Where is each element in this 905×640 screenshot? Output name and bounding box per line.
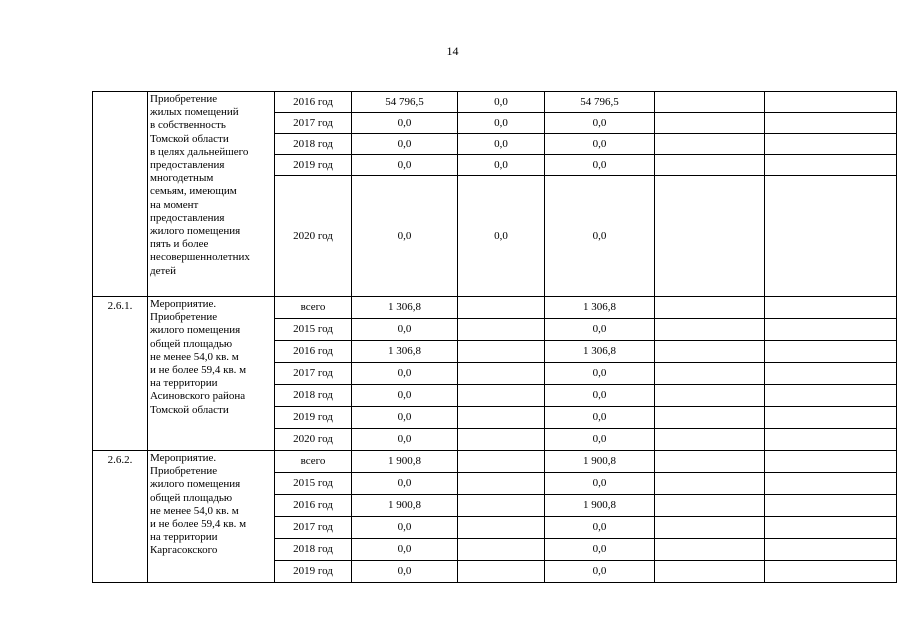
item-number-cell: 2.6.1.: [93, 297, 148, 451]
other-cell: [765, 451, 897, 473]
item-number-cell: [93, 92, 148, 297]
regional-cell: 0,0: [545, 176, 655, 297]
local-cell: [655, 495, 765, 517]
other-cell: [765, 297, 897, 319]
total-cell: 0,0: [352, 429, 458, 451]
total-cell: 0,0: [352, 473, 458, 495]
regional-cell: 0,0: [545, 561, 655, 583]
regional-cell: 0,0: [545, 385, 655, 407]
local-cell: [655, 341, 765, 363]
federal-cell: 0,0: [458, 134, 545, 155]
regional-cell: 1 900,8: [545, 451, 655, 473]
regional-cell: 0,0: [545, 113, 655, 134]
regional-cell: 0,0: [545, 473, 655, 495]
item-name-cell: Мероприятие. Приобретение жилого помещения общей площадью не менее 54,0 кв. м и не более 59,4 кв. м на территории Каргасокского: [148, 451, 275, 583]
local-cell: [655, 92, 765, 113]
period-cell: 2016 год: [275, 495, 352, 517]
regional-cell: 1 900,8: [545, 495, 655, 517]
page-number: 14: [446, 44, 459, 58]
local-cell: [655, 539, 765, 561]
federal-cell: [458, 495, 545, 517]
period-cell: 2017 год: [275, 363, 352, 385]
other-cell: [765, 385, 897, 407]
period-cell: 2015 год: [275, 473, 352, 495]
local-cell: [655, 113, 765, 134]
total-cell: 0,0: [352, 385, 458, 407]
other-cell: [765, 155, 897, 176]
period-cell: 2016 год: [275, 92, 352, 113]
total-cell: 1 306,8: [352, 341, 458, 363]
federal-cell: 0,0: [458, 176, 545, 297]
total-cell: 0,0: [352, 176, 458, 297]
total-cell: 0,0: [352, 155, 458, 176]
period-cell: 2018 год: [275, 385, 352, 407]
funding-table: [92, 91, 897, 583]
local-cell: [655, 429, 765, 451]
federal-cell: [458, 473, 545, 495]
table-row: [93, 297, 897, 319]
federal-cell: [458, 517, 545, 539]
federal-cell: 0,0: [458, 92, 545, 113]
local-cell: [655, 407, 765, 429]
other-cell: [765, 341, 897, 363]
federal-cell: [458, 429, 545, 451]
regional-cell: 0,0: [545, 539, 655, 561]
local-cell: [655, 451, 765, 473]
local-cell: [655, 155, 765, 176]
federal-cell: [458, 407, 545, 429]
total-cell: 0,0: [352, 561, 458, 583]
federal-cell: [458, 319, 545, 341]
period-cell: всего: [275, 451, 352, 473]
federal-cell: [458, 297, 545, 319]
table-row: [93, 451, 897, 473]
period-cell: 2018 год: [275, 539, 352, 561]
total-cell: 0,0: [352, 319, 458, 341]
period-cell: 2020 год: [275, 429, 352, 451]
local-cell: [655, 176, 765, 297]
local-cell: [655, 297, 765, 319]
federal-cell: 0,0: [458, 155, 545, 176]
period-cell: 2017 год: [275, 517, 352, 539]
other-cell: [765, 539, 897, 561]
regional-cell: 0,0: [545, 407, 655, 429]
federal-cell: [458, 539, 545, 561]
total-cell: 0,0: [352, 134, 458, 155]
total-cell: 0,0: [352, 539, 458, 561]
period-cell: 2019 год: [275, 407, 352, 429]
other-cell: [765, 517, 897, 539]
other-cell: [765, 176, 897, 297]
item-number-cell: 2.6.2.: [93, 451, 148, 583]
period-cell: 2015 год: [275, 319, 352, 341]
local-cell: [655, 134, 765, 155]
federal-cell: 0,0: [458, 113, 545, 134]
total-cell: 1 306,8: [352, 297, 458, 319]
regional-cell: 0,0: [545, 134, 655, 155]
regional-cell: 0,0: [545, 319, 655, 341]
item-name-cell: Мероприятие. Приобретение жилого помещения общей площадью не менее 54,0 кв. м и не более 59,4 кв. м на территории Асиновского района Томской области: [148, 297, 275, 451]
other-cell: [765, 495, 897, 517]
local-cell: [655, 319, 765, 341]
total-cell: 1 900,8: [352, 495, 458, 517]
other-cell: [765, 319, 897, 341]
period-cell: 2018 год: [275, 134, 352, 155]
other-cell: [765, 429, 897, 451]
period-cell: 2019 год: [275, 155, 352, 176]
federal-cell: [458, 341, 545, 363]
table-body: [93, 92, 897, 583]
regional-cell: 0,0: [545, 429, 655, 451]
regional-cell: 0,0: [545, 517, 655, 539]
other-cell: [765, 92, 897, 113]
other-cell: [765, 363, 897, 385]
regional-cell: 1 306,8: [545, 341, 655, 363]
total-cell: 54 796,5: [352, 92, 458, 113]
total-cell: 0,0: [352, 113, 458, 134]
federal-cell: [458, 561, 545, 583]
local-cell: [655, 385, 765, 407]
other-cell: [765, 407, 897, 429]
regional-cell: 1 306,8: [545, 297, 655, 319]
local-cell: [655, 517, 765, 539]
other-cell: [765, 134, 897, 155]
period-cell: 2019 год: [275, 561, 352, 583]
federal-cell: [458, 451, 545, 473]
local-cell: [655, 561, 765, 583]
item-name-cell: Приобретение жилых помещений в собственность Томской области в целях дальнейшего предоставления многодетным семьям, имеющим на момент предоставления жилого помещения пять и более несовершеннолетних детей: [148, 92, 275, 297]
regional-cell: 0,0: [545, 155, 655, 176]
other-cell: [765, 473, 897, 495]
period-cell: 2016 год: [275, 341, 352, 363]
other-cell: [765, 113, 897, 134]
period-cell: всего: [275, 297, 352, 319]
total-cell: 0,0: [352, 407, 458, 429]
federal-cell: [458, 385, 545, 407]
local-cell: [655, 473, 765, 495]
other-cell: [765, 561, 897, 583]
local-cell: [655, 363, 765, 385]
regional-cell: 54 796,5: [545, 92, 655, 113]
federal-cell: [458, 363, 545, 385]
table-row: [93, 92, 897, 113]
regional-cell: 0,0: [545, 363, 655, 385]
period-cell: 2020 год: [275, 176, 352, 297]
total-cell: 0,0: [352, 517, 458, 539]
total-cell: 1 900,8: [352, 451, 458, 473]
total-cell: 0,0: [352, 363, 458, 385]
period-cell: 2017 год: [275, 113, 352, 134]
